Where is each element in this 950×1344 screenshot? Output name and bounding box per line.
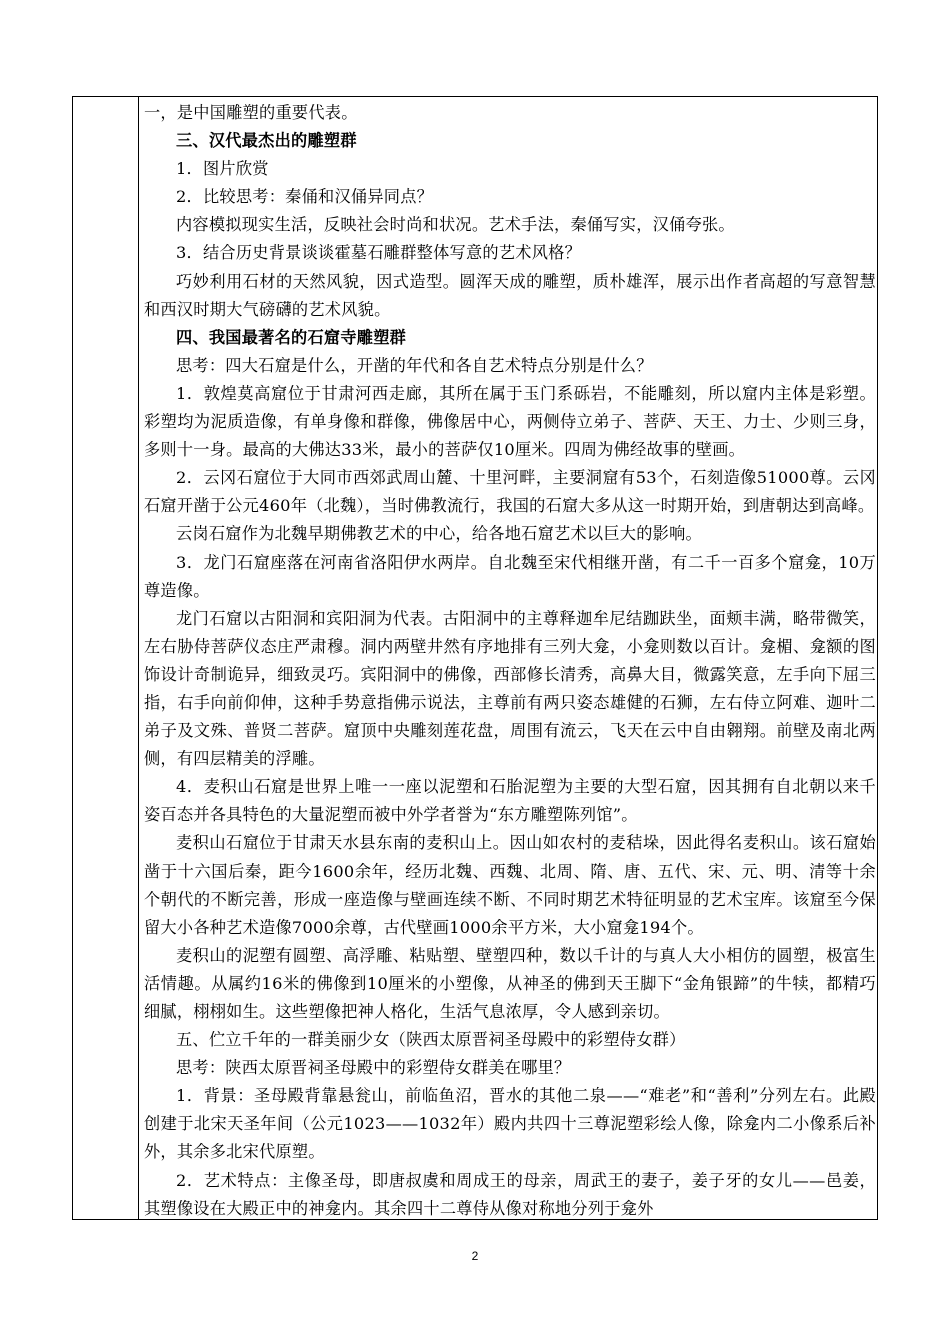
paragraph: 巧妙利用石材的天然风貌，因式造型。圆浑天成的雕塑，质朴雄浑，展示出作者高超的写意智慧和西汉时期大气磅礴的艺术风貌。 [144,271,876,319]
paragraph: 3．龙门石窟座落在河南省洛阳伊水两岸。自北魏至宋代相继开凿，有二千一百多个窟龛，10万尊造像。 [144,552,876,600]
paragraph: 3．结合历史背景谈谈霍墓石雕群整体写意的艺术风格？ [176,243,582,263]
paragraph: 2．艺术特点：主像圣母，即唐叔虞和周成王的母亲，周武王的妻子，姜子牙的女儿——邑姜，其塑像设在大殿正中的神龛内。其余四十二尊侍从像对称地分列于龛外 [144,1170,876,1218]
paragraph: 一，是中国雕塑的重要代表。 [144,103,358,122]
lesson-content-cell [144,99,876,1223]
section-heading: 四、我国最著名的石窟寺雕塑群 [176,327,407,347]
paragraph: 1．图片欣赏 [176,159,269,179]
paragraph: 麦积山石窟位于甘肃天水县东南的麦积山上。因山如农村的麦秸垛，因此得名麦积山。该石窟始凿于十六国后秦，距今1600余年，经历北魏、西魏、北周、隋、唐、五代、宋、元、明、清等十余个朝代的不断完善，形成一座造像与壁画连续不断、不同时期艺术特征明显的艺术宝库。该窟至今保留大小各种艺术造像7000余尊，古代壁画1000余平方米，大小窟龛194个。 [144,833,876,937]
paragraph: 2．比较思考：秦俑和汉俑异同点？ [176,187,434,207]
paragraph: 1．敦煌莫高窟位于甘肃河西走廊，其所在属于玉门系砾岩，不能雕刻，所以窟内主体是彩塑。彩塑均为泥质造像，有单身像和群像，佛像居中心，两侧侍立弟子、菩萨、天王、力士、少则三身，多则十一身。最高的大佛达33米，最小的菩萨仅10厘米。四周为佛经故事的壁画。 [144,383,876,460]
paragraph: 云岗石窟作为北魏早期佛教艺术的中心，给各地石窟艺术以巨大的影响。 [176,524,702,544]
paragraph: 思考：四大石窟是什么，开凿的年代和各自艺术特点分别是什么？ [176,355,653,375]
paragraph: 麦积山的泥塑有圆塑、高浮雕、粘贴塑、壁塑四种，数以千计的与真人大小相仿的圆塑，极富生活情趣。从属约16米的佛像到10厘米的小塑像，从神圣的佛到天王脚下“金角银蹄”的牛犊，都精巧细腻，栩栩如生。这些塑像把神人格化，生活气息浓厚，令人感到亲切。 [144,945,876,1021]
column-divider [138,97,139,1219]
page-number: 2 [471,1249,479,1263]
lesson-table [72,96,878,1220]
section-heading: 三、汉代最杰出的雕塑群 [176,131,357,151]
paragraph: 4．麦积山石窟是世界上唯一一座以泥塑和石胎泥塑为主要的大型石窟，因其拥有自北朝以来千姿百态并各具特色的大量泥塑而被中外学者誉为“东方雕塑陈列馆”。 [144,777,876,825]
section-heading-plain: 五、伫立千年的一群美丽少女（陕西太原晋祠圣母殿中的彩塑侍女群） [176,1030,686,1050]
paragraph: 1．背景：圣母殿背靠悬瓮山，前临鱼沼，晋水的其他二泉——“难老”和“善利”分列左右。此殿创建于北宋天圣年间（公元1023——1032年）殿内共四十三尊泥塑彩绘人像，除龛内二小像系后补外，其余多北宋代原塑。 [144,1086,876,1162]
paragraph: 2．云冈石窟位于大同市西郊武周山麓、十里河畔，主要洞窟有53个，石刻造像51000尊。云冈石窟开凿于公元460年（北魏），当时佛教流行，我国的石窟大多从这一时期开始，到唐朝达到高峰。 [144,468,876,516]
paragraph: 内容模拟现实生活，反映社会时尚和状况。艺术手法，秦俑写实，汉俑夸张。 [176,215,735,235]
paragraph: 思考：陕西太原晋祠圣母殿中的彩塑侍女群美在哪里？ [176,1058,571,1078]
paragraph: 龙门石窟以古阳洞和宾阳洞为代表。古阳洞中的主尊释迦牟尼结跏趺坐，面颊丰满，略带微笑，左右胁侍菩萨仪态庄严肃穆。洞内两壁井然有序地排有三列大龛，小龛则数以百计。龛楣、龛额的图饰设计奇制诡异，细致灵巧。宾阳洞中的佛像，西部修长清秀，高鼻大目，微露笑意，左手向下屈三指，右手向前仰伸，这种手势意指佛示说法，主尊前有两只姿态雄健的石狮，左右侍立阿难、迦叶二弟子及文殊、普贤二菩萨。窟顶中央雕刻莲花盘，周围有流云，飞天在云中自由翱翔。前壁及南北两侧，有四层精美的浮雕。 [144,608,876,769]
